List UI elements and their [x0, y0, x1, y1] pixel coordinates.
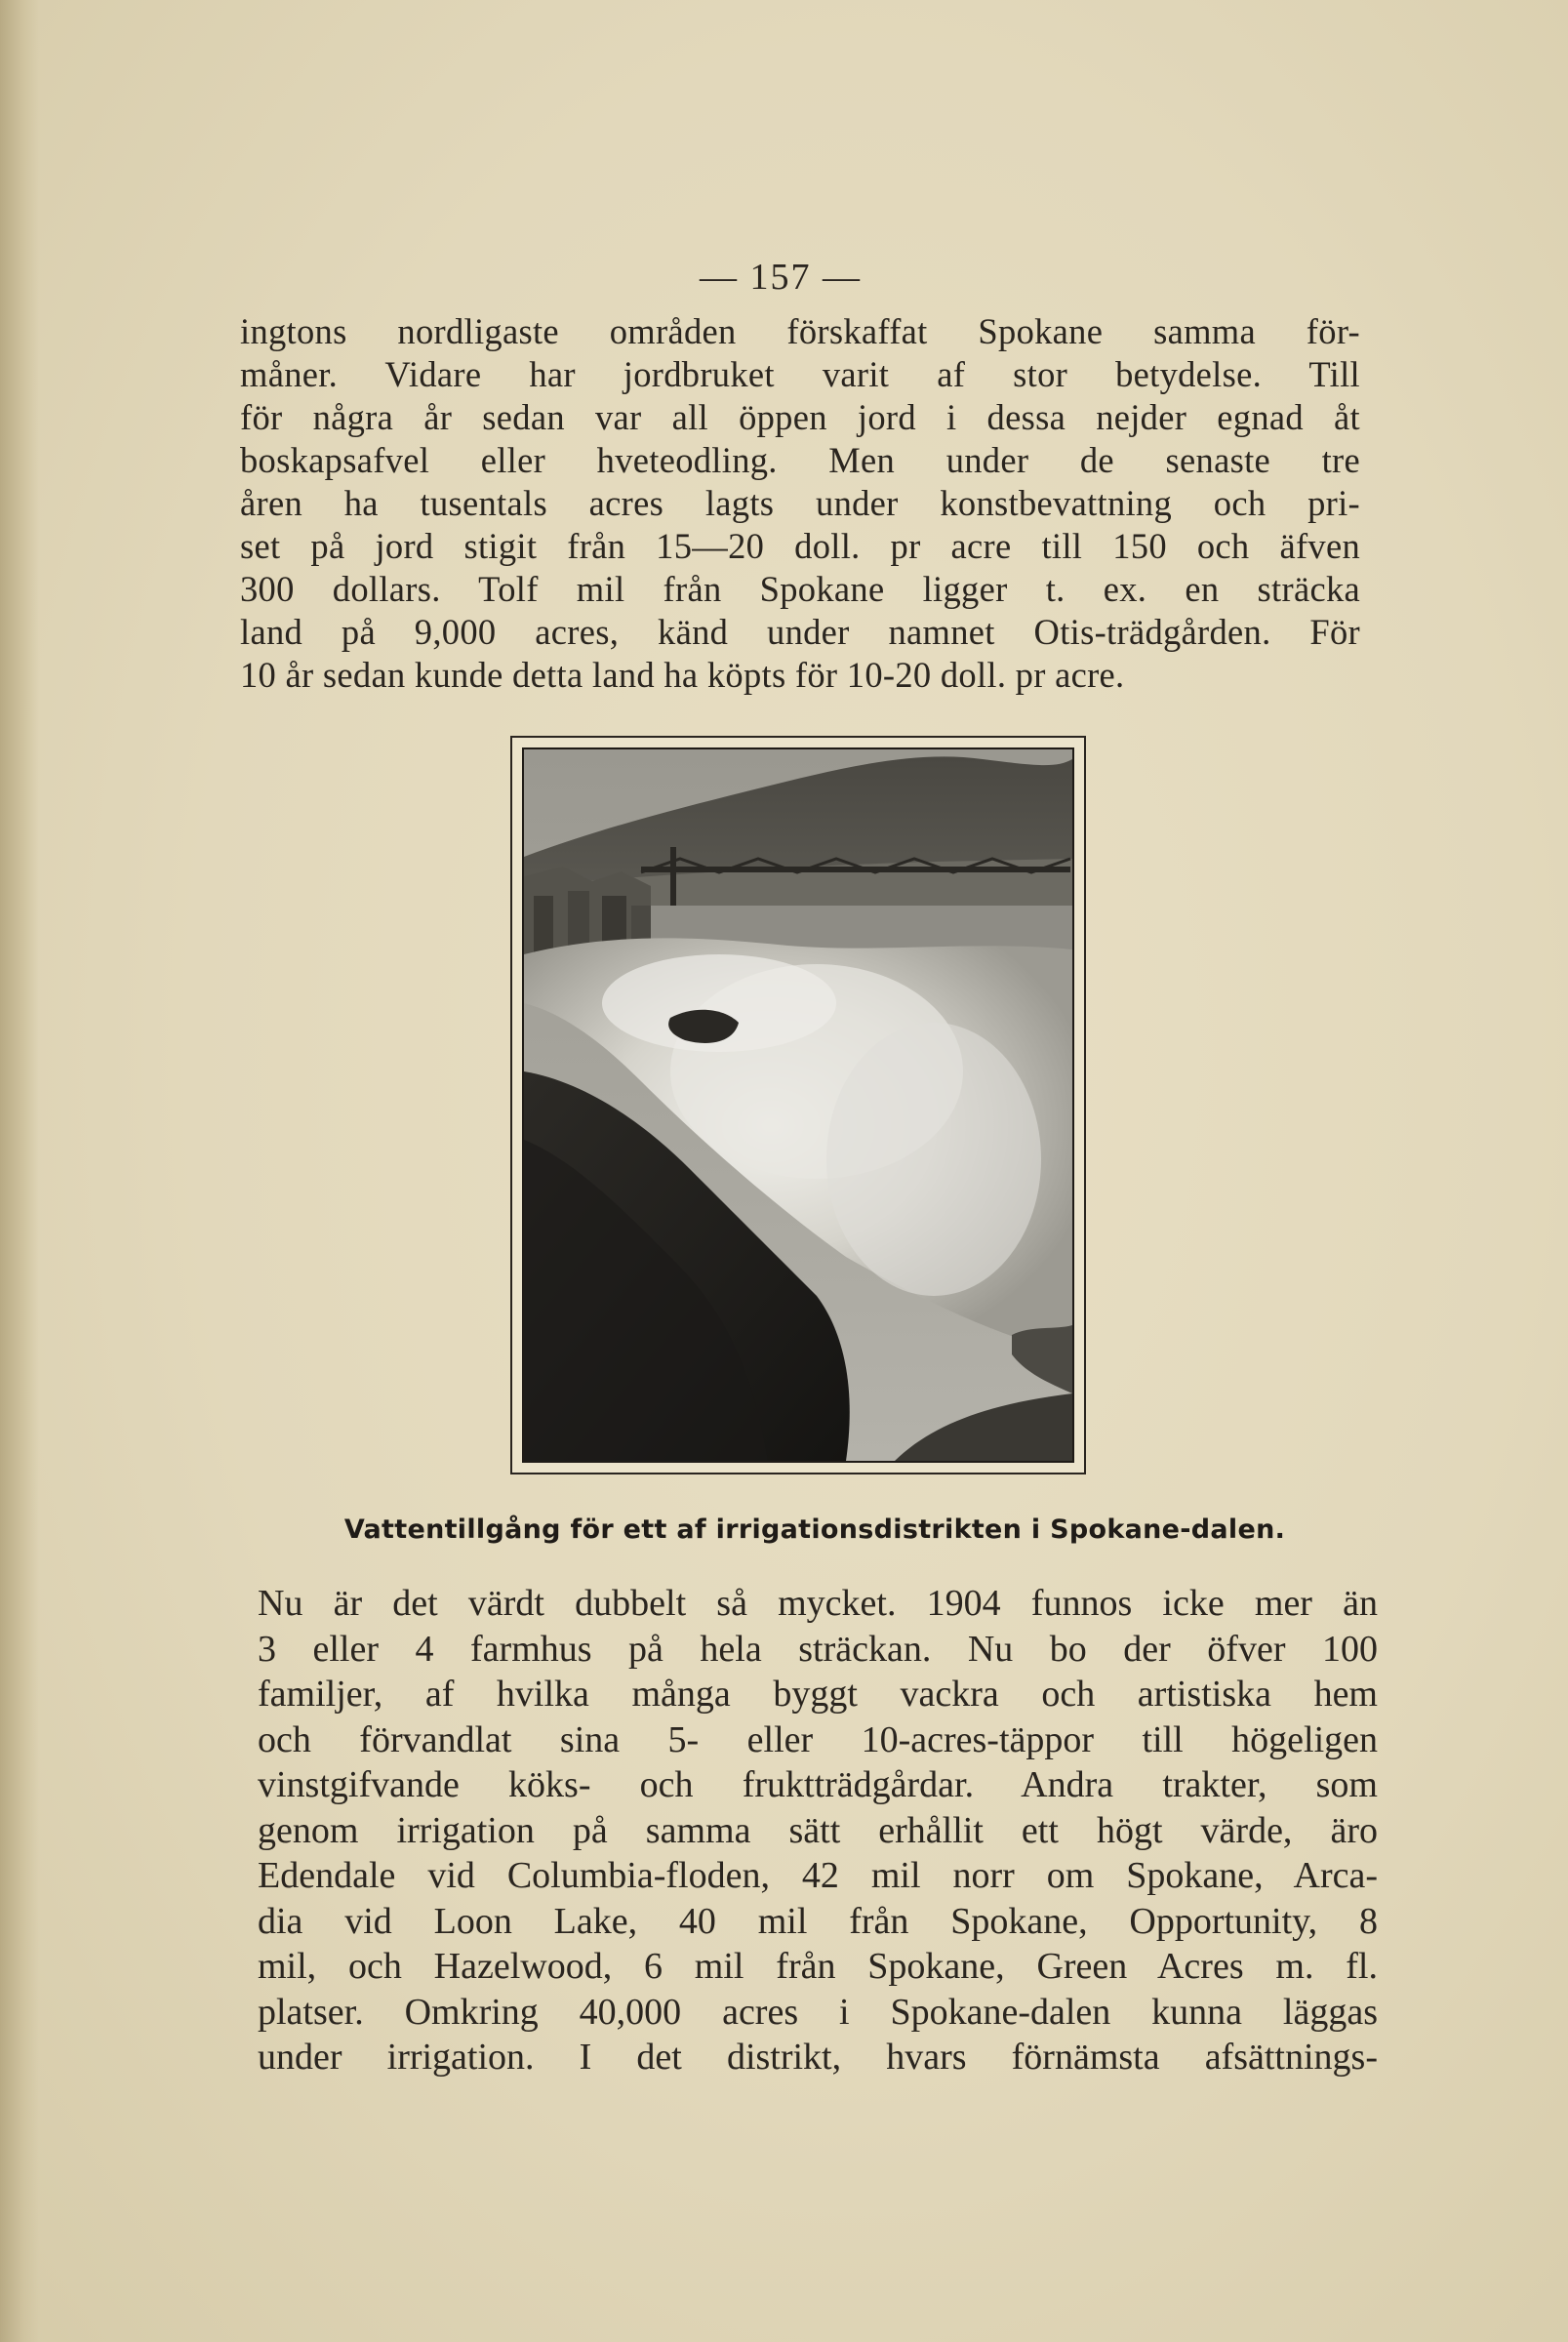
text-line: Nu är det värdt dubbelt så mycket. 1904 funnos icke mer än	[258, 1583, 1378, 1624]
text-line: för några år sedan var all öppen jord i dessa nejder egnad åt	[240, 397, 1360, 437]
text-line: 10 år sedan kunde detta land ha köpts för 10-20 doll. pr acre.	[240, 655, 1125, 695]
text-line: åren ha tusentals acres lagts under konstbevattning och pri-	[240, 483, 1360, 523]
text-line: 3 eller 4 farmhus på hela sträckan. Nu bo der öfver 100	[258, 1628, 1378, 1670]
text-line: måner. Vidare har jordbruket varit af stor betydelse. Till	[240, 354, 1360, 394]
text-line: under irrigation. I det distrikt, hvars förnämsta afsättnings-	[258, 2037, 1378, 2078]
waterfall-photo	[522, 747, 1074, 1463]
text-line: ingtons nordligaste områden förskaffat Spokane samma för-	[240, 311, 1360, 351]
text-line: och förvandlat sina 5- eller 10-acres-täppor till högeligen	[258, 1718, 1378, 1760]
text-line: vinstgifvande köks- och fruktträdgårdar. Andra trakter, som	[258, 1764, 1378, 1805]
text-line: mil, och Hazelwood, 6 mil från Spokane, Green Acres m. fl.	[258, 1946, 1378, 1987]
page-gutter	[0, 0, 39, 2342]
photo-caption: Vattentillgång för ett af irrigationsdistrikten i Spokane-dalen.	[343, 1514, 1286, 1545]
text-line: platser. Omkring 40,000 acres i Spokane-dalen kunna läggas	[258, 1991, 1378, 2033]
text-line: land på 9,000 acres, känd under namnet Otis-trädgården. För	[240, 612, 1360, 652]
text-line: set på jord stigit från 15—20 doll. pr acre till 150 och äfven	[240, 526, 1360, 566]
text-line: familjer, af hvilka många byggt vackra och artistiska hem	[258, 1674, 1378, 1715]
text-line: genom irrigation på samma sätt erhållit ett högt värde, äro	[258, 1809, 1378, 1851]
text-line: Edendale vid Columbia-floden, 42 mil norr om Spokane, Arca-	[258, 1855, 1378, 1896]
paragraph-2	[258, 1581, 1378, 2080]
text-line: dia vid Loon Lake, 40 mil från Spokane, Opportunity, 8	[258, 1900, 1378, 1942]
photo-frame	[510, 736, 1086, 1474]
text-line: boskapsafvel eller hveteodling. Men under de senaste tre	[240, 440, 1360, 480]
text-line: 300 dollars. Tolf mil från Spokane ligger t. ex. en sträcka	[240, 569, 1360, 609]
paragraph-1	[240, 310, 1360, 697]
page-number: — 157 —	[700, 257, 862, 298]
